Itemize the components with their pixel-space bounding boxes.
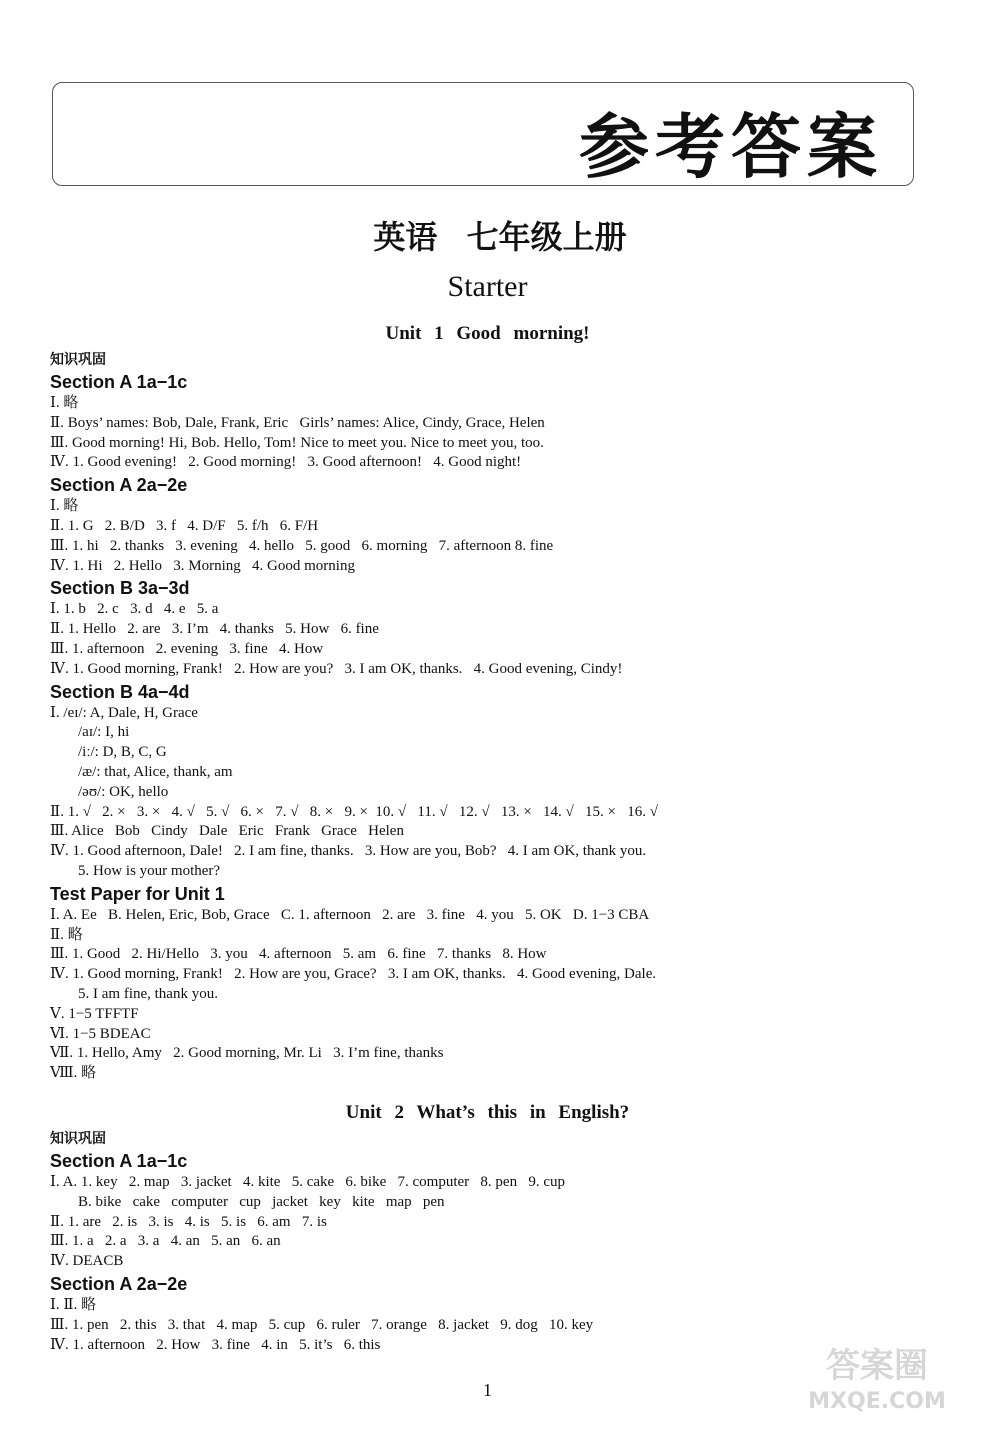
watermark-text: 答案圈	[826, 1346, 928, 1386]
answer-line: Ⅳ. 1. Good afternoon, Dale! 2. I am fine, thanks. 3. How are you, Bob? 4. I am OK, thank you.	[50, 843, 647, 860]
answer-line: Ⅳ. 1. afternoon 2. How 3. fine 4. in 5. it’s 6. this	[50, 1336, 381, 1353]
answer-line: Ⅲ. 1. Good 2. Hi/Hello 3. you 4. afternoon 5. am 6. fine 7. thanks 8. How	[50, 946, 547, 963]
category-label: 知识巩固	[50, 352, 106, 368]
answer-line: Ⅵ. 1−5 BDEAC	[50, 1025, 151, 1042]
answer-line: /aɪ/: I, hi	[78, 724, 130, 741]
section-heading: Section A 1a−1c	[50, 1151, 188, 1171]
unit1-title: Unit 1 Good morning!	[385, 323, 590, 344]
watermark-logo	[772, 1344, 982, 1424]
answer-line: Ⅰ. Ⅱ. 略	[50, 1296, 97, 1313]
answer-line: Ⅳ. DEACB	[50, 1253, 124, 1270]
answer-line: Ⅱ. 1. G 2. B/D 3. f 4. D/F 5. f/h 6. F/H	[50, 517, 319, 534]
section-heading: Section B 3a−3d	[50, 578, 190, 599]
answer-line: Ⅱ. 1. √ 2. × 3. × 4. √ 5. √ 6. × 7. √ 8. × 9. × 10. √ 11. √ 12. √ 13. × 14. √ 15. × 16. √	[50, 803, 658, 820]
answer-line: Ⅲ. Good morning! Hi, Bob. Hello, Tom! Nice to meet you. Nice to meet you, too.	[50, 434, 544, 451]
answer-line: Ⅱ. 略	[50, 926, 83, 943]
answer-line: Ⅰ. 略	[50, 395, 79, 411]
unit2-answers	[50, 1129, 930, 1355]
title-banner	[52, 82, 914, 186]
answer-line: Ⅱ. 1. are 2. is 3. is 4. is 5. is 6. am 7. is	[50, 1213, 327, 1230]
answer-line: Ⅰ. 1. b 2. c 3. d 4. e 5. a	[50, 601, 219, 618]
answer-line: B. bike cake computer cup jacket key kite map pen	[78, 1193, 445, 1210]
answer-line: Ⅲ. 1. pen 2. this 3. that 4. map 5. cup 6. ruler 7. orange 8. jacket 9. dog 10. key	[50, 1316, 594, 1333]
answer-line: Ⅲ. 1. a 2. a 3. a 4. an 5. an 6. an	[50, 1233, 281, 1250]
page-number: 1	[483, 1380, 492, 1400]
category-label: 知识巩固	[50, 1131, 106, 1147]
answer-line: Ⅰ. 略	[50, 498, 79, 515]
answer-line: Ⅰ. A. Ee B. Helen, Eric, Bob, Grace C. 1. afternoon 2. are 3. fine 4. you 5. OK D. 1−3 CBA	[50, 906, 650, 923]
section-heading: Section A 2a−2e	[50, 1273, 188, 1294]
unit2-title: Unit 2 What’s this in English?	[345, 1102, 630, 1123]
watermark-url: MXQE.COM	[808, 1389, 946, 1414]
answer-line: Ⅳ. 1. Good morning, Frank! 2. How are you, Grace? 3. I am OK, thanks. 4. Good evening, Dale.	[50, 966, 657, 983]
answer-line: Ⅱ. Boys’ names: Bob, Dale, Frank, Eric Girls’ names: Alice, Cindy, Grace, Helen	[50, 414, 545, 431]
answer-line: /əʊ/: OK, hello	[78, 783, 169, 800]
banner-title: 参考答案	[579, 106, 883, 188]
answer-line: Ⅷ. 略	[50, 1065, 97, 1082]
answer-line: Ⅰ. /eɪ/: A, Dale, H, Grace	[50, 704, 198, 721]
section-heading: Test Paper for Unit 1	[50, 883, 225, 904]
answer-line: Ⅲ. 1. hi 2. thanks 3. evening 4. hello 5. good 6. morning 7. afternoon 8. fine	[50, 537, 554, 554]
section-heading: Section A 2a−2e	[50, 475, 188, 496]
answer-line: Ⅴ. 1−5 TFFTF	[50, 1005, 139, 1022]
answer-line: Ⅳ. 1. Good evening! 2. Good morning! 3. Good afternoon! 4. Good night!	[50, 454, 522, 471]
starter-title: Starter	[447, 270, 528, 303]
answer-line: Ⅱ. 1. Hello 2. are 3. I’m 4. thanks 5. How 6. fine	[50, 621, 379, 638]
answer-line: 5. I am fine, thank you.	[78, 985, 218, 1002]
answer-line: /æ/: that, Alice, thank, am	[78, 763, 233, 780]
answer-line: Ⅳ. 1. Hi 2. Hello 3. Morning 4. Good morning	[50, 557, 355, 574]
answer-line: Ⅲ. 1. afternoon 2. evening 3. fine 4. How	[50, 640, 324, 657]
section-heading: Section A 1a−1c	[50, 372, 188, 392]
answer-line: Ⅶ. 1. Hello, Amy 2. Good morning, Mr. Li 3. I’m fine, thanks	[50, 1045, 444, 1062]
unit1-answers	[50, 350, 930, 1084]
answer-line: Ⅰ. A. 1. key 2. map 3. jacket 4. kite 5. cake 6. bike 7. computer 8. pen 9. cup	[50, 1174, 565, 1190]
subject-title: 英语 七年级上册	[373, 218, 627, 256]
answer-line: Ⅳ. 1. Good morning, Frank! 2. How are you? 3. I am OK, thanks. 4. Good evening, Cindy!	[50, 660, 623, 677]
answer-line: /iː/: D, B, C, G	[78, 744, 167, 761]
answer-line: Ⅲ. Alice Bob Cindy Dale Eric Frank Grace Helen	[50, 823, 404, 840]
section-heading: Section B 4a−4d	[50, 681, 190, 702]
answer-line: 5. How is your mother?	[78, 862, 221, 879]
